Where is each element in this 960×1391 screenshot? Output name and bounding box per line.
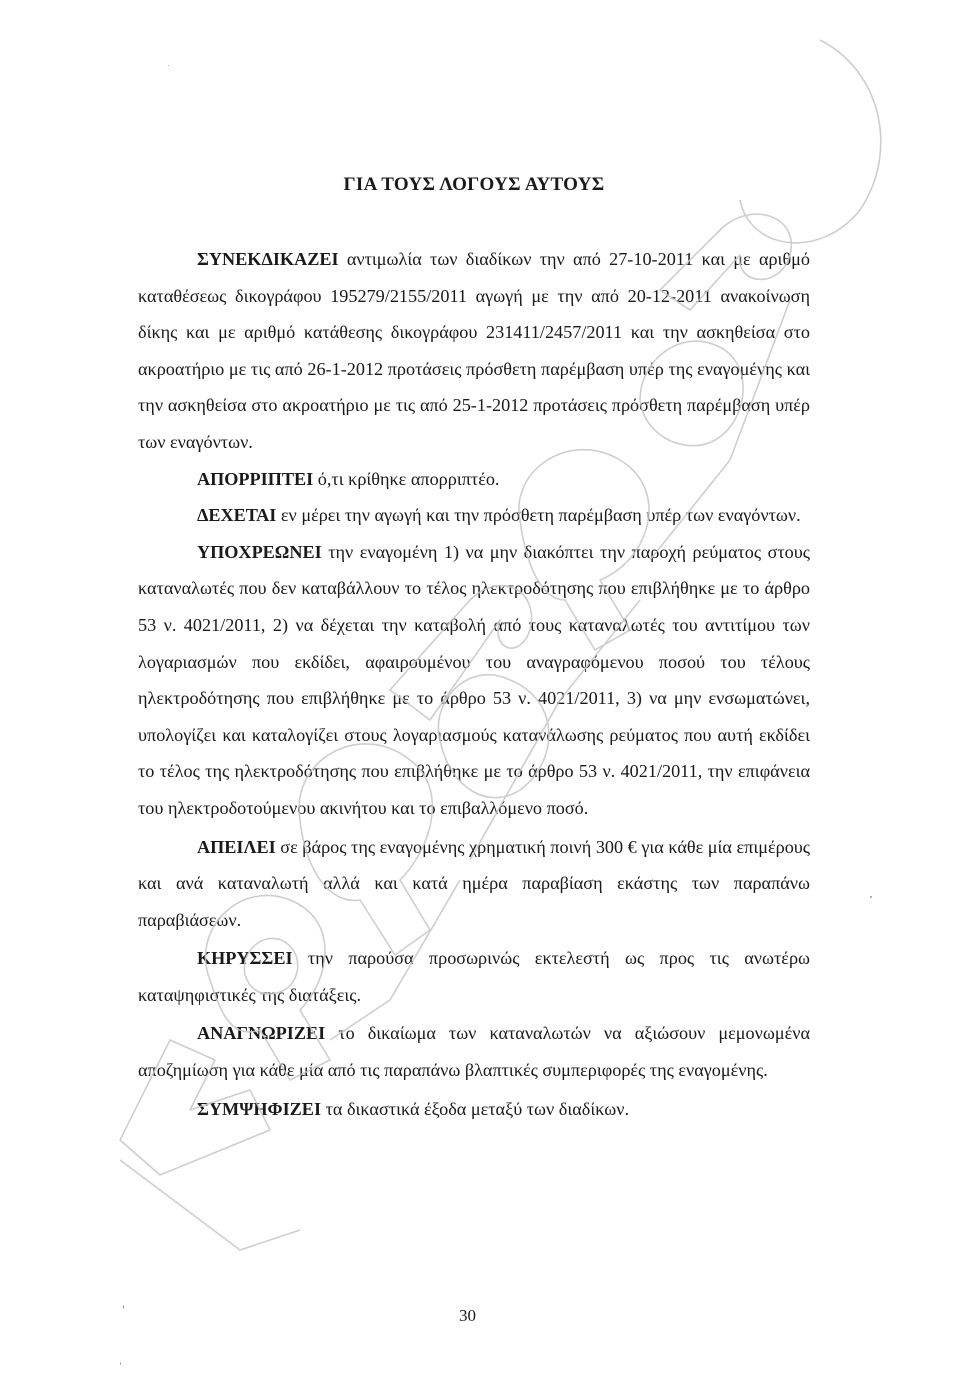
paragraph-anagnorizei <box>138 1015 810 1088</box>
paragraph-ypochreonei <box>138 534 810 827</box>
paragraph-keyword: ΥΠΟΧΡΕΩΝΕΙ <box>197 541 322 562</box>
paragraph-synekdikazei <box>138 241 810 461</box>
scan-speck <box>168 65 169 66</box>
paragraph-sympsifizei <box>138 1091 810 1128</box>
document-body <box>138 174 810 1127</box>
paragraph-keyword: ΑΠΕΙΛΕΙ <box>197 836 276 857</box>
scan-speck <box>123 1305 124 1309</box>
paragraph-kiryssei <box>138 940 810 1013</box>
page-number: 30 <box>459 1306 476 1325</box>
section-heading: ΓΙΑ ΤΟΥΣ ΛΟΓΟΥΣ ΑΥΤΟΥΣ <box>343 174 605 195</box>
paragraph-keyword: ΚΗΡΥΣΣΕΙ <box>197 948 293 969</box>
paragraph-keyword: ΣΥΝΕΚΔΙΚΑΖΕΙ <box>197 249 339 269</box>
paragraph-text: εν μέρει την αγωγή και την πρόσθετη παρέμβαση υπέρ των εναγόντων. <box>276 505 801 526</box>
paragraph-text: την παρούσα προσωρινώς εκτελεστή ως προς τις ανωτέρω καταψηφιστικές της διατάξεις. <box>138 948 810 1005</box>
paragraph-aporriptei <box>138 461 810 498</box>
scan-speck <box>870 896 872 898</box>
scan-speck <box>120 1362 121 1365</box>
paragraph-text: το δικαίωμα των καταναλωτών να αξιώσουν μεμονωμένα αποζημίωση για κάθε μία από τις παραπάνω βλαπτικές συμπεριφορές της εναγομένης. <box>138 1023 810 1081</box>
paragraph-text: αντιμωλία των διαδίκων την από 27-10-2011 και με αριθμό καταθέσεως δικογράφου 195279/2155/2011 αγωγή με την από 20-12-2011 ανακοίνωση δίκης και με αριθμό κατάθεσης δικογράφου 231411/2457/2011 και την ασκηθείσα στο ακροατήριο με τις από 26-1-2012 προτάσεις πρόσθετη παρέμβαση υπέρ της εναγομένης και την ασκηθείσα στο ακροατήριο με τις από 25-1-2012 προτάσεις πρόσθετη παρέμβαση υπέρ των εναγόντων. <box>138 249 810 452</box>
paragraph-text: την εναγομένη 1) να μην διακόπτει την παροχή ρεύματος στους καταναλωτές που δεν καταβάλλουν το τέλος ηλεκτροδότησης που επιβλήθηκε με το άρθρο 53 ν. 4021/2011, 2) να δέχεται την καταβολή από τους καταναλωτές του αντιτίμου των λογαριασμών που εκδίδει, αφαιρουμένου του αναγραφόμενου ποσού του τέλους ηλεκτροδότησης που επιβλήθηκε με το άρθρο 53 ν. 4021/2011, 3) να μην ενσωματώνει, υπολογίζει και καταλογίζει στους λογαριασμούς κατανάλωσης ρεύματος που αυτή εκδίδει το τέλος της ηλεκτροδότησης που επιβλήθηκε με το άρθρο 53 ν. 4021/2011, την επιφάνεια του ηλεκτροδοτούμενου ακινήτου και το επιβαλλόμενο ποσό. <box>138 541 810 818</box>
paragraph-keyword: ΑΝΑΓΝΩΡΙΖΕΙ <box>197 1023 326 1044</box>
paragraph-text: σε βάρος της εναγομένης χρηματική ποινή 300 € για κάθε μία επιμέρους και ανά καταναλωτή αλλά και κατά ημέρα παραβίαση εκάστης των παραπάνω παραβιάσεων. <box>138 836 810 930</box>
paragraph-dechetai <box>138 497 810 534</box>
paragraph-keyword: ΔΕΧΕΤΑΙ <box>197 505 277 526</box>
paragraph-apeilei <box>138 829 810 939</box>
paragraph-text: τα δικαστικά έξοδα μεταξύ των διαδίκων. <box>321 1098 629 1119</box>
paragraph-text: ό,τι κρίθηκε απορριπτέο. <box>313 468 500 489</box>
paragraph-keyword: ΣΥΜΨΗΦΙΖΕΙ <box>197 1098 322 1119</box>
paragraph-keyword: ΑΠΟΡΡΙΠΤΕΙ <box>197 468 314 489</box>
